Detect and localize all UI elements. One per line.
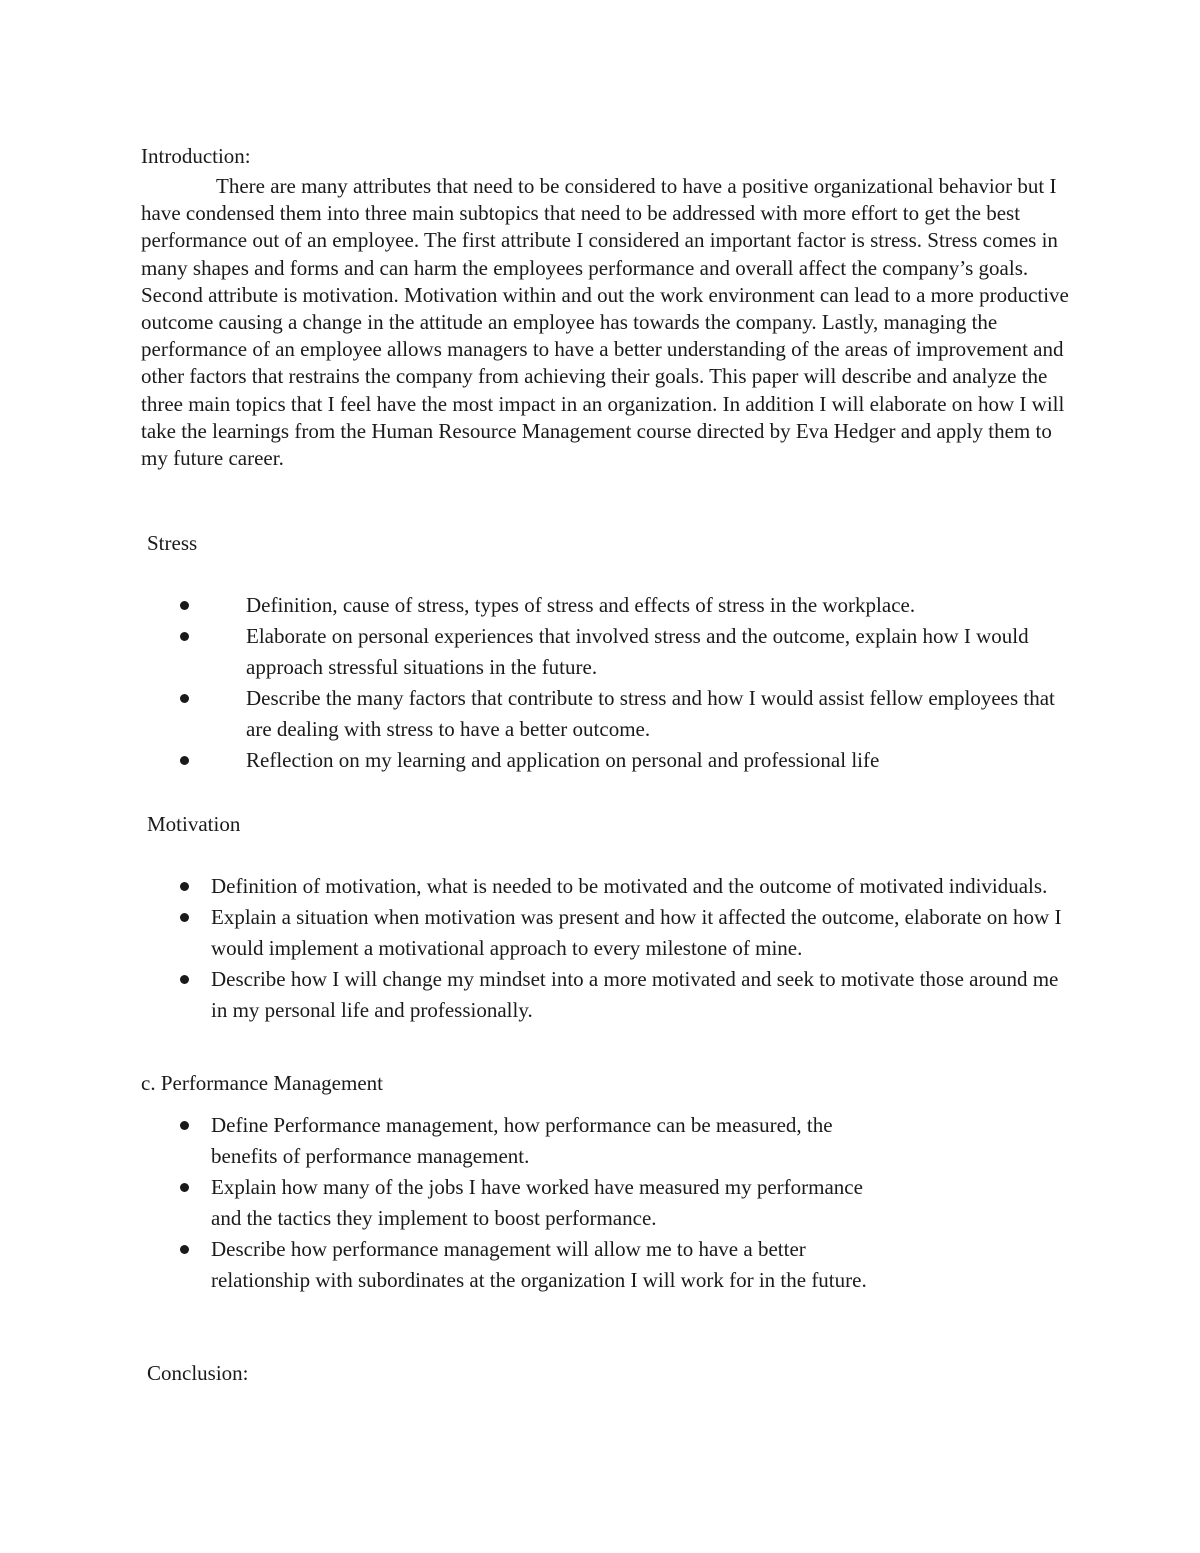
stress-list — [246, 590, 1076, 776]
motivation-list — [211, 871, 1071, 1026]
stress-heading: Stress — [147, 531, 198, 555]
list-item-text: Describe how I will change my mindset into a more motivated and seek to motivate those around me in my personal life and professionally. — [211, 967, 1059, 1022]
list-item-text: Explain how many of the jobs I have worked have measured my performance and the tactics they implement to boost performance. — [211, 1175, 863, 1230]
list-item — [211, 1234, 891, 1296]
motivation-heading: Motivation — [147, 812, 241, 836]
list-item — [211, 871, 1071, 902]
bullet-icon — [180, 1121, 189, 1130]
bullet-icon — [180, 694, 189, 703]
list-item-text: Elaborate on personal experiences that involved stress and the outcome, explain how I would approach stressful situations in the future. — [246, 624, 1029, 679]
list-item-text: Describe the many factors that contribute to stress and how I would assist fellow employees that are dealing with stress to have a better outcome. — [246, 686, 1055, 741]
conclusion-heading: Conclusion: — [147, 1361, 249, 1385]
bullet-icon — [180, 1245, 189, 1254]
bullet-icon — [180, 1183, 189, 1192]
list-item — [246, 590, 1076, 621]
list-item — [211, 1172, 891, 1234]
list-item — [211, 902, 1071, 964]
list-item — [246, 683, 1076, 745]
list-item-text: Definition, cause of stress, types of stress and effects of stress in the workplace. — [246, 593, 916, 617]
performance-heading: c. Performance Management — [141, 1071, 383, 1095]
performance-list — [211, 1110, 891, 1296]
list-item-text: Define Performance management, how performance can be measured, the benefits of performance management. — [211, 1113, 833, 1168]
bullet-icon — [180, 913, 189, 922]
bullet-icon — [180, 632, 189, 641]
bullet-icon — [180, 882, 189, 891]
intro-heading: Introduction: — [141, 144, 251, 168]
list-item — [246, 621, 1076, 683]
bullet-icon — [180, 756, 189, 765]
bullet-icon — [180, 975, 189, 984]
list-item-text: Definition of motivation, what is needed to be motivated and the outcome of motivated individuals. — [211, 874, 1048, 898]
list-item — [246, 745, 1076, 776]
list-item-text: Describe how performance management will allow me to have a better relationship with subordinates at the organization I will work for in the future. — [211, 1237, 867, 1292]
list-item-text: Reflection on my learning and application on personal and professional life — [246, 748, 880, 772]
intro-paragraph: There are many attributes that need to be considered to have a positive organizational behavior but I have condensed them into three main subtopics that need to be addressed with more effort to get the best performance out of an employee. The first attribute I considered an important factor is stress. Stress comes in many shapes and forms and can harm the employees performance and overall affect the company’s goals. Second attribute is motivation. Motivation within and out the work environment can lead to a more productive outcome causing a change in the attitude an employee has towards the company. Lastly, managing the performance of an employee allows managers to have a better understanding of the areas of improvement and other factors that restrains the company from achieving their goals. This paper will describe and analyze the three main topics that I feel have the most impact in an organization. In addition I will elaborate on how I will take the learnings from the Human Resource Management course directed by Eva Hedger and apply them to my future career. — [141, 174, 1069, 471]
bullet-icon — [180, 601, 189, 610]
list-item — [211, 1110, 891, 1172]
list-item-text: Explain a situation when motivation was present and how it affected the outcome, elaborate on how I would implement a motivational approach to every milestone of mine. — [211, 905, 1062, 960]
list-item — [211, 964, 1071, 1026]
